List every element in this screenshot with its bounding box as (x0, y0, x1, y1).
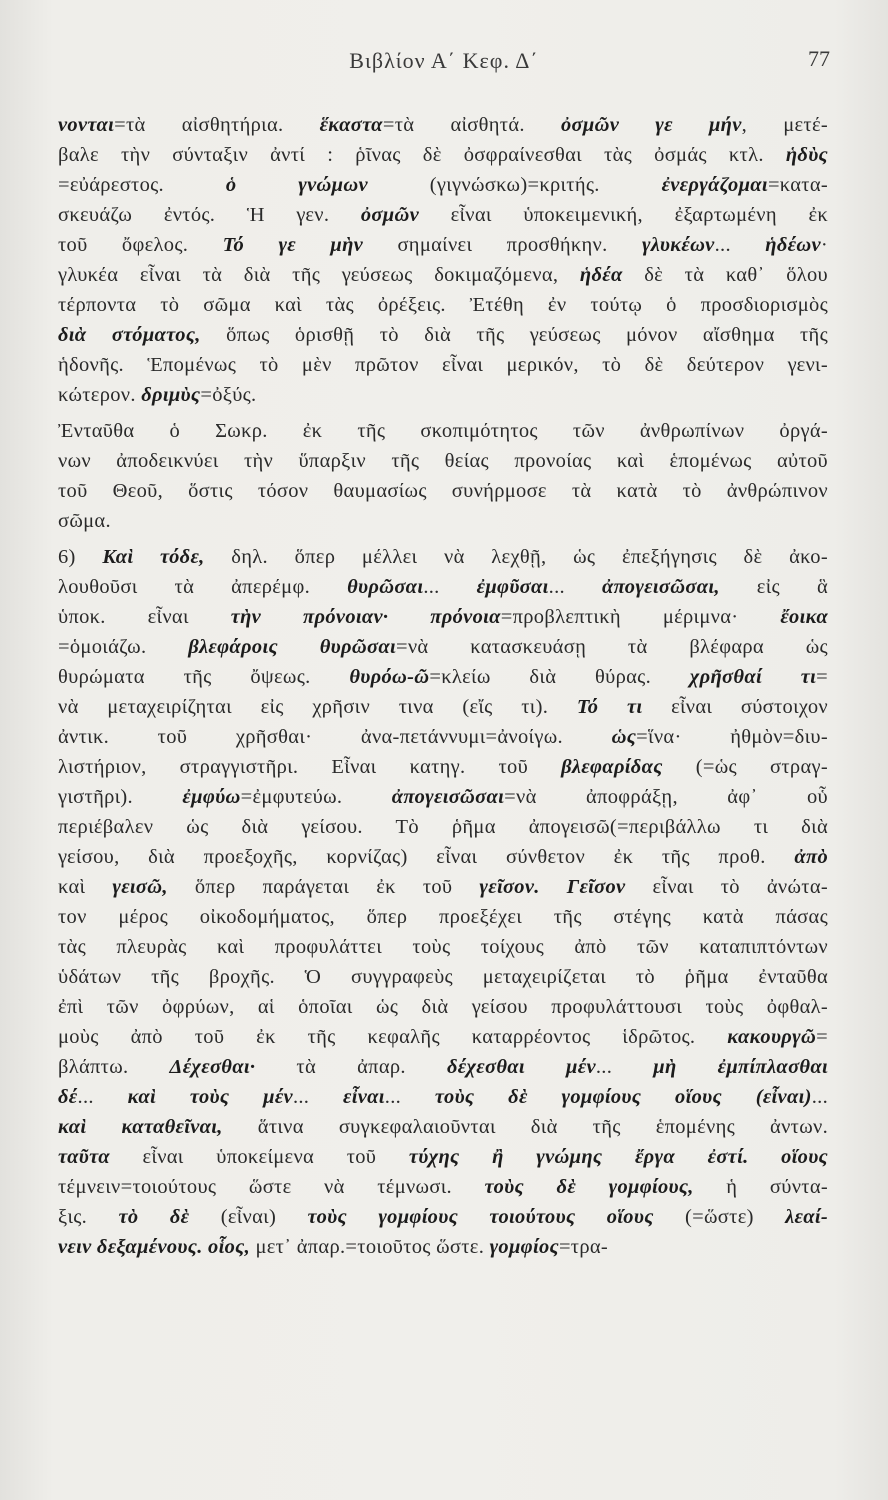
text-run: γείσου, διὰ προεξοχῆς, κορνίζας) εἶναι σύνθετον ἐκ τῆς προθ. (58, 846, 795, 868)
text-run: = (816, 666, 828, 688)
text-run: βλάπτω. (58, 1056, 170, 1078)
text-run: (=ὡς στραγ- (662, 756, 828, 778)
keyword: Τό τι (576, 696, 643, 718)
text-run: ἅτινα συγκεφαλαιοῦνται διὰ τῆς ἑπομένης ἀντων. (222, 1116, 828, 1138)
keyword: εἶναι (343, 1086, 385, 1108)
keyword: ἀπὸ (794, 846, 828, 868)
text-line (58, 812, 828, 842)
text-line (58, 1112, 828, 1142)
text-line (58, 506, 828, 536)
text-run: δηλ. ὅπερ μέλλει νὰ λεχθῇ, ὡς ἐπεξήγησις δὲ ἀκο- (204, 546, 828, 568)
text-line (58, 200, 828, 230)
text-run: =ὁμοιάζω. (58, 636, 189, 658)
text-run: =κατα- (767, 174, 828, 196)
text-run: =εὐάρεστος. (58, 174, 226, 196)
text-line (58, 782, 828, 812)
text-line (58, 1022, 828, 1052)
keyword: τοὺς δὲ γομφίους οἵους (εἶναι) (434, 1086, 812, 1108)
text-run: γλυκέα εἶναι τὰ διὰ τῆς γεύσεως δοκιμαζόμενα, (58, 264, 580, 286)
text-run: λουθοῦσι τὰ ἀπερέμφ. (58, 576, 348, 598)
text-run: =κλείω διὰ θύρας. (429, 666, 690, 688)
text-run: κώτερον. (58, 384, 142, 406)
text-line (58, 932, 828, 962)
keyword: ἀπογεισῶσαι, (601, 576, 720, 598)
keyword: δριμὺς (141, 384, 201, 406)
text-line (58, 320, 828, 350)
text-run: (εἶναι) (189, 1206, 308, 1228)
text-run: νὰ μεταχειρίζηται εἰς χρῆσιν τινα (εἴς τι). (58, 696, 577, 718)
text-line (58, 722, 828, 752)
text-line (58, 842, 828, 872)
text-run: τέρποντα τὸ σῶμα καὶ τὰς ὀρέξεις. Ἐτέθη ἐν τούτῳ ὁ προσδιορισμὸς (58, 294, 828, 316)
keyword: μὴ ἐμπίπλασθαι (653, 1056, 828, 1078)
keyword: ταῦτα (58, 1146, 110, 1168)
keyword: τοὺς δὲ γομφίους, (484, 1176, 694, 1198)
text-line (58, 602, 828, 632)
keyword: ἀπογεισῶσαι (391, 786, 505, 808)
text-run: =ἵνα· ἠθμὸν=διυ- (636, 726, 828, 748)
keyword: κακουργῶ (727, 1026, 817, 1048)
page-number: 77 (808, 46, 830, 71)
keyword: τύχης ἢ γνώμης ἔργα ἐστί. οἵους (408, 1146, 828, 1168)
text-run: καὶ (58, 876, 113, 898)
text-run: =ὀξύς. (200, 384, 257, 406)
text-run: τὰς πλευρὰς καὶ προφυλάττει τοὺς τοίχους ἀπὸ τῶν καταπιπτόντων (58, 936, 828, 958)
text-line (58, 992, 828, 1022)
keyword: βλεφάροις θυρῶσαι (188, 636, 396, 658)
keyword: ὀσμῶν γε μήν (560, 114, 742, 136)
text-run: σῶμα. (58, 510, 111, 532)
text-run: εἶναι τὸ ἀνώτα- (625, 876, 828, 898)
text-line (58, 476, 828, 506)
text-run: εἶναι σύστοιχον (642, 696, 828, 718)
text-line (58, 962, 828, 992)
text-line (58, 350, 828, 380)
text-run: τον μέρος οἰκοδομήματος, ὅπερ προεξέχει τῆς στέγης κατὰ πάσας (58, 906, 828, 928)
text-run: τοῦ Θεοῦ, ὅστις τόσον θαυμασίως συνήρμοσε τὰ κατὰ τὸ ἀνθρώπινον (58, 480, 828, 502)
keyword: βλεφαρίδας (561, 756, 663, 778)
text-run: βαλε τὴν σύνταξιν ἀντί : ῥῖνας δὲ ὀσφραίνεσθαι τὰς ὀσμάς κτλ. (58, 144, 786, 166)
text-line (58, 416, 828, 446)
text-run: ἐπὶ τῶν ὀφρύων, αἱ ὁποῖαι ὡς διὰ γείσου προφυλάττουσι τοὺς ὀφθαλ- (58, 996, 828, 1018)
text-line (58, 542, 828, 572)
text-run: λιστήριον, στραγγιστῆρι. Εἶναι κατηγ. τοῦ (58, 756, 562, 778)
text-run: περιέβαλεν ὡς διὰ γείσου. Τὸ ῥῆμα ἀπογεισῶ(=περιβάλλω τι διὰ (58, 816, 828, 838)
keyword: Καὶ τόδε, (102, 546, 205, 568)
text-line (58, 1082, 828, 1112)
keyword: γομφίος (489, 1236, 559, 1258)
keyword: ὀσμῶν (360, 204, 419, 226)
text-run: εἶναι ὑποκειμενική, ἐξαρτωμένη ἐκ (418, 204, 828, 226)
text-run: ξις. (58, 1206, 119, 1228)
text-run: θυρώματα τῆς ὄψεως. (58, 666, 350, 688)
text-run: ὑποκ. εἶναι (58, 606, 231, 628)
text-line (58, 1052, 828, 1082)
text-run: τοῦ ὄφελος. (58, 234, 223, 256)
text-run: (γιγνώσκω)=κριτής. (367, 174, 662, 196)
page-header (0, 44, 888, 84)
text-run: ... (292, 1086, 344, 1108)
keyword: τὸ δὲ (118, 1206, 190, 1228)
keyword: ἐνεργάζομαι (661, 174, 768, 196)
text-line (58, 446, 828, 476)
keyword: ἕκαστα (319, 114, 383, 136)
text-run: =τὰ αἰσθητήρια. (114, 114, 320, 136)
text-run: ἡδονῆς. Ἑπομένως τὸ μὲν πρῶτον εἶναι μερικόν, τὸ δὲ δεύτερον γενι- (58, 354, 828, 376)
text-run: (=ὥστε) (653, 1206, 786, 1228)
keyword: χρῆσθαί τι (689, 666, 817, 688)
text-run: ... (714, 234, 766, 256)
text-line (58, 692, 828, 722)
text-run: =ἐμφυτεύω. (240, 786, 392, 808)
text-run: νων ἀποδεικνύει τὴν ὕπαρξιν τῆς θείας προνοίας καὶ ἑπομένως αὐτοῦ (58, 450, 828, 472)
keyword: Γεῖσον (566, 876, 626, 898)
text-line (58, 902, 828, 932)
keyword: τοὺς γομφίους τοιούτους οἵους (307, 1206, 654, 1228)
keyword: θυρόω-ῶ (349, 666, 430, 688)
keyword: γλυκέων (641, 234, 715, 256)
text-run: ... (423, 576, 477, 598)
text-run: ὑδάτων τῆς βροχῆς. Ὁ συγγραφεὺς μεταχειρίζεται τὸ ῥῆμα ἐνταῦθα (58, 966, 828, 988)
text-run: , μετέ- (741, 114, 828, 136)
keyword: καὶ τοὺς μέν (127, 1086, 293, 1108)
text-run: ... (548, 576, 602, 598)
text-run: =νὰ ἀποφράξῃ, ἀφ᾽ οὗ (504, 786, 829, 808)
text-run: · (820, 234, 828, 256)
text-line (58, 1232, 828, 1262)
text-line (58, 1142, 828, 1172)
text-run: ... (811, 1086, 828, 1108)
text-run (540, 876, 567, 898)
keyword: ἔοικα (780, 606, 829, 628)
keyword: Δέχεσθαι· (169, 1056, 256, 1078)
keyword: θυρῶσαι (347, 576, 424, 598)
keyword: γεῖσον. (479, 876, 540, 898)
text-line (58, 1202, 828, 1232)
text-run: σημαίνει προσθήκην. (363, 234, 642, 256)
text-run: ... (384, 1086, 435, 1108)
text-line (58, 662, 828, 692)
keyword: ἡδέων (765, 234, 821, 256)
text-run: =νὰ κατασκευάσῃ τὰ βλέφαρα ὡς (395, 636, 828, 658)
keyword: ὡς (611, 726, 637, 748)
text-run: Ἐνταῦθα ὁ Σωκρ. ἐκ τῆς σκοπιμότητος τῶν ἀνθρωπίνων ὀργά- (58, 420, 828, 442)
text-line (58, 872, 828, 902)
keyword: ὁ γνώμων (225, 174, 368, 196)
text-run: μοὺς ἀπὸ τοῦ ἐκ τῆς κεφαλῆς καταρρέοντος ἱδρῶτος. (58, 1026, 728, 1048)
keyword: λεαί- (785, 1206, 828, 1228)
text-run: ὅπως ὁρισθῇ τὸ διὰ τῆς γεύσεως μόνον αἴσθημα τῆς (200, 324, 828, 346)
text-run: μετ᾽ ἀπαρ.=τοιοῦτος ὥστε. (250, 1236, 490, 1258)
text-run: δὲ τὰ καθ᾽ ὅλου (622, 264, 828, 286)
text-run: 6) (58, 546, 103, 568)
text-run: =προβλεπτικὴ μέριμνα· (500, 606, 781, 628)
text-run: σκευάζω ἐντός. Ἡ γεν. (58, 204, 361, 226)
text-run: εἰς ἃ (719, 576, 828, 598)
keyword: γεισῶ, (112, 876, 168, 898)
text-run: =τρα- (558, 1236, 609, 1258)
text-line (58, 1172, 828, 1202)
keyword: τὴν πρόνοιαν· πρόνοια (230, 606, 501, 628)
keyword: καὶ καταθεῖναι, (58, 1116, 223, 1138)
keyword: ἡδέα (579, 264, 623, 286)
text-run: ... (595, 1056, 654, 1078)
keyword: διὰ στόματος, (58, 324, 201, 346)
text-line (58, 290, 828, 320)
text-run: ὅπερ παράγεται ἐκ τοῦ (167, 876, 480, 898)
keyword: δέ (58, 1086, 78, 1108)
text-line (58, 110, 828, 140)
keyword: ἡδὺς (785, 144, 828, 166)
text-run: ... (77, 1086, 128, 1108)
text-line (58, 170, 828, 200)
keyword: νονται (58, 114, 115, 136)
text-line (58, 572, 828, 602)
running-title: Βιβλίον Α΄ Κεφ. Δ΄ (349, 48, 539, 73)
keyword: ἐμφῦσαι (476, 576, 549, 598)
text-run: ἀντικ. τοῦ χρῆσθαι· ἀνα-πετάννυμι=ἀνοίγω. (58, 726, 612, 748)
text-line (58, 230, 828, 260)
keyword: Τό γε μὴν (222, 234, 364, 256)
text-line (58, 380, 828, 410)
text-line (58, 752, 828, 782)
keyword: νειν δεξαμένους. οἷος, (58, 1236, 251, 1258)
text-run: =τὰ αἰσθητά. (382, 114, 561, 136)
text-run: τὰ ἀπαρ. (255, 1056, 447, 1078)
text-run: = (816, 1026, 828, 1048)
keyword: ἐμφύω (182, 786, 241, 808)
text-run: γιστῆρι). (58, 786, 183, 808)
text-line (58, 140, 828, 170)
keyword: δέχεσθαι μέν (446, 1056, 596, 1078)
text-run: τέμνειν=τοιούτους ὥστε νὰ τέμνωσι. (58, 1176, 485, 1198)
text-run: εἶναι ὑποκείμενα τοῦ (109, 1146, 409, 1168)
text-run: ἡ σύντα- (693, 1176, 828, 1198)
text-line (58, 632, 828, 662)
text-line (58, 260, 828, 290)
commentary-text (58, 110, 828, 1262)
